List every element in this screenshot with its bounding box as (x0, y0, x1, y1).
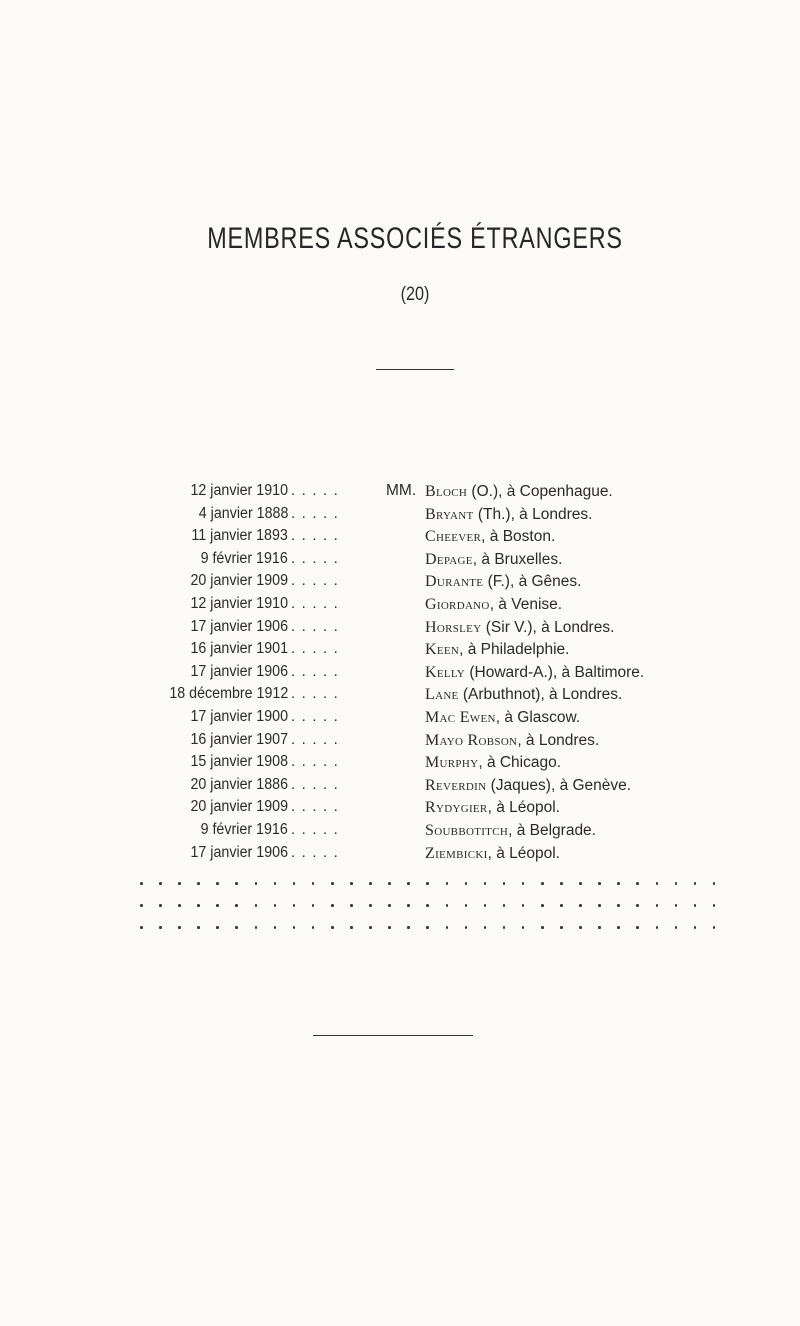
election-date: 17 janvier 1906 (190, 843, 288, 861)
leader-dot (596, 876, 615, 892)
member-details: , à Venise. (489, 596, 563, 613)
leader-dot (711, 920, 730, 936)
dot-leader: ..... (291, 685, 345, 703)
dot-leader: ..... (291, 572, 345, 590)
leader-dot (253, 876, 272, 892)
dot-leader: ..... (291, 798, 345, 816)
leader-dot (138, 898, 157, 914)
dot-leader: ..... (291, 775, 345, 793)
leader-dot (424, 920, 443, 936)
leader-dot (634, 898, 653, 914)
member-name: Bloch (425, 483, 468, 500)
leader-dot (463, 876, 482, 892)
leader-dot (233, 876, 252, 892)
member-details: , à Boston. (481, 528, 556, 546)
member-details: (Th.), à Londres. (473, 505, 593, 523)
leader-dot (444, 898, 463, 914)
member-name: Durante (425, 573, 484, 591)
leader-dot (654, 898, 673, 914)
member-entry (425, 751, 561, 774)
member-entry (425, 819, 596, 842)
member-details: (O.), à Copenhague. (467, 483, 613, 500)
member-name: Lane (425, 686, 459, 704)
member-entry (425, 525, 555, 548)
leader-dot (291, 920, 310, 936)
member-details: , à Londres. (517, 731, 600, 749)
leader-dot (329, 898, 348, 914)
leader-dot (195, 920, 214, 936)
leader-dot (138, 920, 157, 936)
member-details: (F.), à Gênes. (483, 573, 582, 591)
leader-dot (348, 876, 367, 892)
dot-leader: ..... (291, 662, 345, 680)
member-name: Cheever (425, 528, 482, 546)
election-date: 11 janvier 1893 (191, 527, 288, 545)
dot-leader: ..... (291, 821, 345, 838)
honorific-prefix: MM. (386, 482, 417, 499)
leader-dot (577, 920, 596, 936)
leader-dot (214, 876, 233, 892)
election-date: 15 janvier 1908 (190, 753, 288, 771)
member-entry (425, 638, 569, 661)
dot-leader: ..... (291, 753, 345, 771)
member-entry (425, 661, 644, 684)
leader-dot (386, 920, 405, 936)
page-title: MEMBRES ASSOCIÉS ÉTRANGERS (207, 222, 623, 255)
leader-dot (424, 898, 443, 914)
member-details: , à Philadelphie. (459, 641, 570, 659)
member-details: (Jaques), à Genève. (486, 776, 632, 794)
leader-dot (253, 920, 272, 936)
member-entry (425, 480, 613, 503)
member-row (0, 751, 800, 773)
member-name: Horsley (425, 618, 482, 636)
member-details: (Arbuthnot), à Londres. (458, 686, 623, 704)
leader-dot (577, 898, 596, 914)
member-row (0, 570, 800, 592)
leader-dot (310, 920, 329, 936)
leader-dot (386, 876, 405, 892)
member-details: , à Belgrade. (508, 822, 596, 839)
member-row (0, 480, 800, 502)
leader-dot (692, 898, 711, 914)
election-date: 18 décembre 1912 (169, 685, 288, 703)
election-date: 9 février 1916 (200, 549, 288, 567)
member-details: , à Léopol. (487, 799, 560, 817)
leader-dot (424, 876, 443, 892)
member-entry (425, 706, 580, 729)
leader-dot (482, 920, 501, 936)
leader-dot (233, 920, 252, 936)
dot-leader: ..... (291, 843, 345, 861)
member-row (0, 593, 800, 615)
leader-dot (272, 898, 291, 914)
member-row (0, 706, 800, 728)
leader-dot (692, 876, 711, 892)
leader-dot (195, 898, 214, 914)
leader-dot (386, 898, 405, 914)
leader-dot (482, 876, 501, 892)
leader-dot (195, 876, 214, 892)
member-entry (425, 548, 562, 571)
leader-dot (673, 920, 692, 936)
election-date: 16 janvier 1907 (190, 730, 288, 748)
leader-dot (329, 920, 348, 936)
member-name: Depage (425, 550, 473, 568)
member-row (0, 548, 800, 570)
leader-dot (501, 920, 520, 936)
member-entry (425, 570, 581, 593)
leader-dot (520, 898, 539, 914)
leader-dot (348, 898, 367, 914)
leader-dot (272, 920, 291, 936)
member-name: Giordano (425, 596, 490, 613)
member-row (0, 661, 800, 683)
dot-leader: ..... (291, 640, 345, 658)
member-details: , à Léopol. (487, 844, 560, 862)
leader-dot (558, 876, 577, 892)
member-row (0, 616, 800, 638)
top-rule (376, 369, 454, 370)
leader-dot (310, 876, 329, 892)
leader-dot (367, 898, 386, 914)
member-name: Kelly (425, 663, 466, 681)
leader-dot (539, 898, 558, 914)
leader-dot (176, 876, 195, 892)
leader-dot (367, 876, 386, 892)
member-details: , à Glascow. (495, 709, 581, 726)
member-row (0, 638, 800, 660)
leader-dot (291, 898, 310, 914)
leader-dot (253, 898, 272, 914)
leader-dot (482, 898, 501, 914)
dot-leader: ..... (291, 504, 345, 522)
leader-dot (596, 898, 615, 914)
leader-dot (501, 898, 520, 914)
leader-dot (157, 920, 176, 936)
member-entry (425, 842, 560, 865)
leader-dot (673, 876, 692, 892)
leader-dot (176, 898, 195, 914)
leader-dot (329, 876, 348, 892)
leader-dot (157, 898, 176, 914)
election-date: 17 janvier 1900 (190, 708, 288, 725)
leader-dot (558, 920, 577, 936)
leader-dot (539, 876, 558, 892)
leader-dot (539, 920, 558, 936)
election-date: 20 janvier 1909 (190, 572, 288, 590)
election-date: 17 janvier 1906 (190, 617, 288, 635)
leader-dot (711, 898, 730, 914)
leader-dot (291, 876, 310, 892)
election-date: 12 janvier 1910 (190, 595, 288, 612)
leader-dot (634, 920, 653, 936)
member-details: , à Bruxelles. (472, 550, 563, 568)
member-name: Soubbotitch (425, 822, 509, 839)
member-entry (425, 616, 614, 639)
member-entry (425, 796, 560, 819)
leader-dot (214, 920, 233, 936)
member-details: (Howard-A.), à Baltimore. (465, 663, 645, 681)
leader-dot (596, 920, 615, 936)
member-name: Mac Ewen (425, 709, 496, 726)
member-name: Keen (425, 641, 460, 659)
leader-dot (615, 920, 634, 936)
leader-dot (558, 898, 577, 914)
leader-dot (310, 898, 329, 914)
member-entry (425, 683, 622, 706)
dot-leader: ..... (291, 549, 345, 567)
member-row (0, 774, 800, 796)
leader-dot (405, 898, 424, 914)
member-row (0, 796, 800, 818)
leader-dot (520, 920, 539, 936)
leader-dot (233, 898, 252, 914)
dot-leader: ..... (291, 730, 345, 748)
dot-leader-row (138, 898, 738, 914)
member-row (0, 729, 800, 751)
dot-leader: ..... (291, 482, 345, 499)
leader-dot (405, 876, 424, 892)
leader-dot (444, 920, 463, 936)
leader-dot (367, 920, 386, 936)
leader-dot (615, 876, 634, 892)
member-name: Reverdin (425, 776, 487, 794)
leader-dot (463, 898, 482, 914)
leader-dot (463, 920, 482, 936)
leader-dot (214, 898, 233, 914)
member-entry (425, 503, 592, 526)
member-row (0, 525, 800, 547)
member-row (0, 503, 800, 525)
leader-dot (272, 876, 291, 892)
member-entry (425, 774, 631, 797)
dot-leader-row (138, 876, 738, 892)
election-date: 20 janvier 1909 (190, 798, 288, 816)
bottom-rule (313, 1035, 473, 1036)
member-entry (425, 729, 599, 752)
election-date: 17 janvier 1906 (190, 662, 288, 680)
member-name: Mayo Robson (425, 731, 518, 749)
leader-dot (692, 920, 711, 936)
leader-dot (634, 876, 653, 892)
leader-dot (673, 898, 692, 914)
member-name: Murphy (425, 754, 479, 772)
member-name: Ziembicki (425, 844, 488, 862)
leader-dot (405, 920, 424, 936)
member-count: (20) (400, 284, 430, 305)
member-row (0, 842, 800, 864)
leader-dot (654, 876, 673, 892)
election-date: 16 janvier 1901 (190, 640, 288, 658)
dot-leader: ..... (291, 527, 345, 545)
member-row (0, 683, 800, 705)
election-date: 12 janvier 1910 (190, 482, 288, 499)
leader-dot (157, 876, 176, 892)
member-row (0, 819, 800, 841)
leader-dot (654, 920, 673, 936)
leader-dot (348, 920, 367, 936)
member-entry (425, 593, 562, 616)
leader-dot (711, 876, 730, 892)
member-name: Bryant (425, 505, 474, 523)
leader-dot (615, 898, 634, 914)
member-name: Rydygier (425, 799, 488, 817)
dot-leader: ..... (291, 617, 345, 635)
dot-leader-row (138, 920, 738, 936)
leader-dot (501, 876, 520, 892)
leader-dot (444, 876, 463, 892)
election-date: 4 janvier 1888 (198, 504, 288, 522)
member-details: (Sir V.), à Londres. (481, 618, 615, 636)
leader-dot (176, 920, 195, 936)
election-date: 20 janvier 1886 (190, 775, 288, 793)
member-details: , à Chicago. (478, 754, 562, 772)
leader-dot (520, 876, 539, 892)
leader-dot (577, 876, 596, 892)
dot-leader: ..... (291, 708, 345, 725)
leader-dot (138, 876, 157, 892)
election-date: 9 février 1916 (200, 821, 288, 838)
dot-leader: ..... (291, 595, 345, 612)
